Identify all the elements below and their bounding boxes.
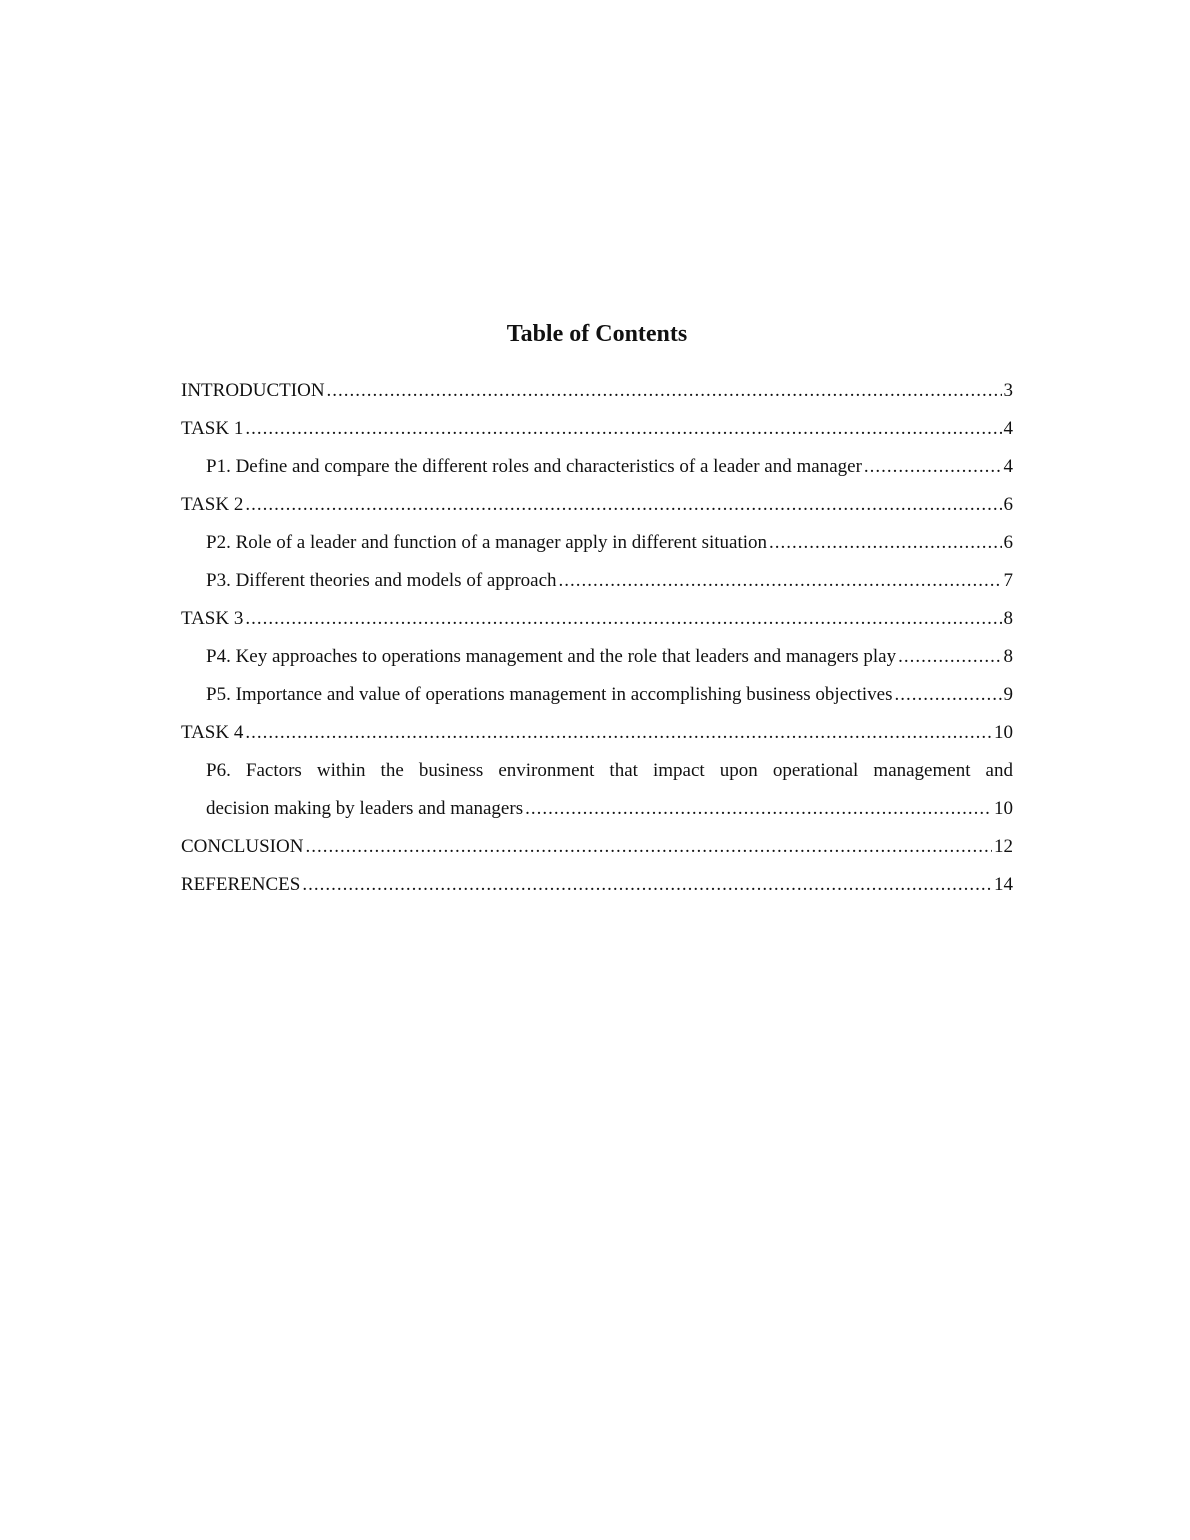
toc-page-number: 4 (1003, 418, 1013, 439)
dot-leader (769, 524, 1001, 562)
table-of-contents (181, 318, 1013, 904)
toc-entry-p1[interactable] (181, 448, 1013, 486)
toc-page-number: 14 (994, 874, 1013, 895)
toc-page-number: 7 (1003, 570, 1013, 591)
toc-page-number: 6 (1003, 494, 1013, 515)
toc-entry-p5[interactable] (181, 676, 1013, 714)
toc-entry-task-1[interactable] (181, 410, 1013, 448)
toc-entry-p6[interactable] (181, 752, 1013, 828)
toc-entry-task-2[interactable] (181, 486, 1013, 524)
dot-leader (894, 676, 1001, 714)
toc-page-number: 8 (1003, 608, 1013, 629)
toc-entry-label: P3. Different theories and models of approach (206, 570, 557, 591)
toc-entry-line-2 (206, 790, 1013, 828)
toc-list (181, 372, 1013, 904)
dot-leader (525, 790, 992, 828)
toc-entry-label: INTRODUCTION (181, 380, 325, 401)
toc-entry-label: TASK 2 (181, 494, 244, 515)
toc-page-number: 3 (1003, 380, 1013, 401)
toc-entry-label: TASK 1 (181, 418, 244, 439)
dot-leader (245, 486, 1001, 524)
dot-leader (864, 448, 1002, 486)
dot-leader (559, 562, 1002, 600)
toc-entry-task-3[interactable] (181, 600, 1013, 638)
toc-entry-label: P4. Key approaches to operations management and the role that leaders and managers play (206, 646, 897, 667)
dot-leader (305, 828, 992, 866)
toc-entry-label: P5. Importance and value of operations management in accomplishing business objectives (206, 684, 893, 705)
toc-entry-p2[interactable] (181, 524, 1013, 562)
toc-page-number: 10 (994, 722, 1013, 743)
toc-page-number: 10 (994, 798, 1013, 819)
dot-leader (302, 866, 992, 904)
toc-entry-task-4[interactable] (181, 714, 1013, 752)
toc-entry-label-line-2: decision making by leaders and managers (206, 798, 524, 819)
toc-entry-p4[interactable] (181, 638, 1013, 676)
dot-leader (245, 714, 992, 752)
toc-page-number: 9 (1003, 684, 1013, 705)
toc-entry-label: TASK 3 (181, 608, 244, 629)
toc-entry-label: TASK 4 (181, 722, 244, 743)
toc-entry-label: P2. Role of a leader and function of a manager apply in different situation (206, 532, 768, 553)
toc-entry-label: REFERENCES (181, 874, 301, 895)
toc-entry-label: P1. Define and compare the different roles and characteristics of a leader and manager (206, 456, 862, 477)
dot-leader (245, 410, 1001, 448)
toc-page-number: 12 (994, 836, 1013, 857)
toc-entry-introduction[interactable] (181, 372, 1013, 410)
dot-leader (245, 600, 1001, 638)
toc-entry-p3[interactable] (181, 562, 1013, 600)
dot-leader (898, 638, 1001, 676)
toc-entry-label-line-1: P6. Factors within the business environment that impact upon operational management and (206, 760, 1013, 781)
toc-entry-label: CONCLUSION (181, 836, 304, 857)
toc-entry-references[interactable] (181, 866, 1013, 904)
toc-page-number: 6 (1003, 532, 1013, 553)
toc-page-number: 4 (1003, 456, 1013, 477)
toc-title: Table of Contents (506, 321, 688, 347)
toc-page-number: 8 (1003, 646, 1013, 667)
dot-leader (327, 372, 1002, 410)
toc-entry-conclusion[interactable] (181, 828, 1013, 866)
